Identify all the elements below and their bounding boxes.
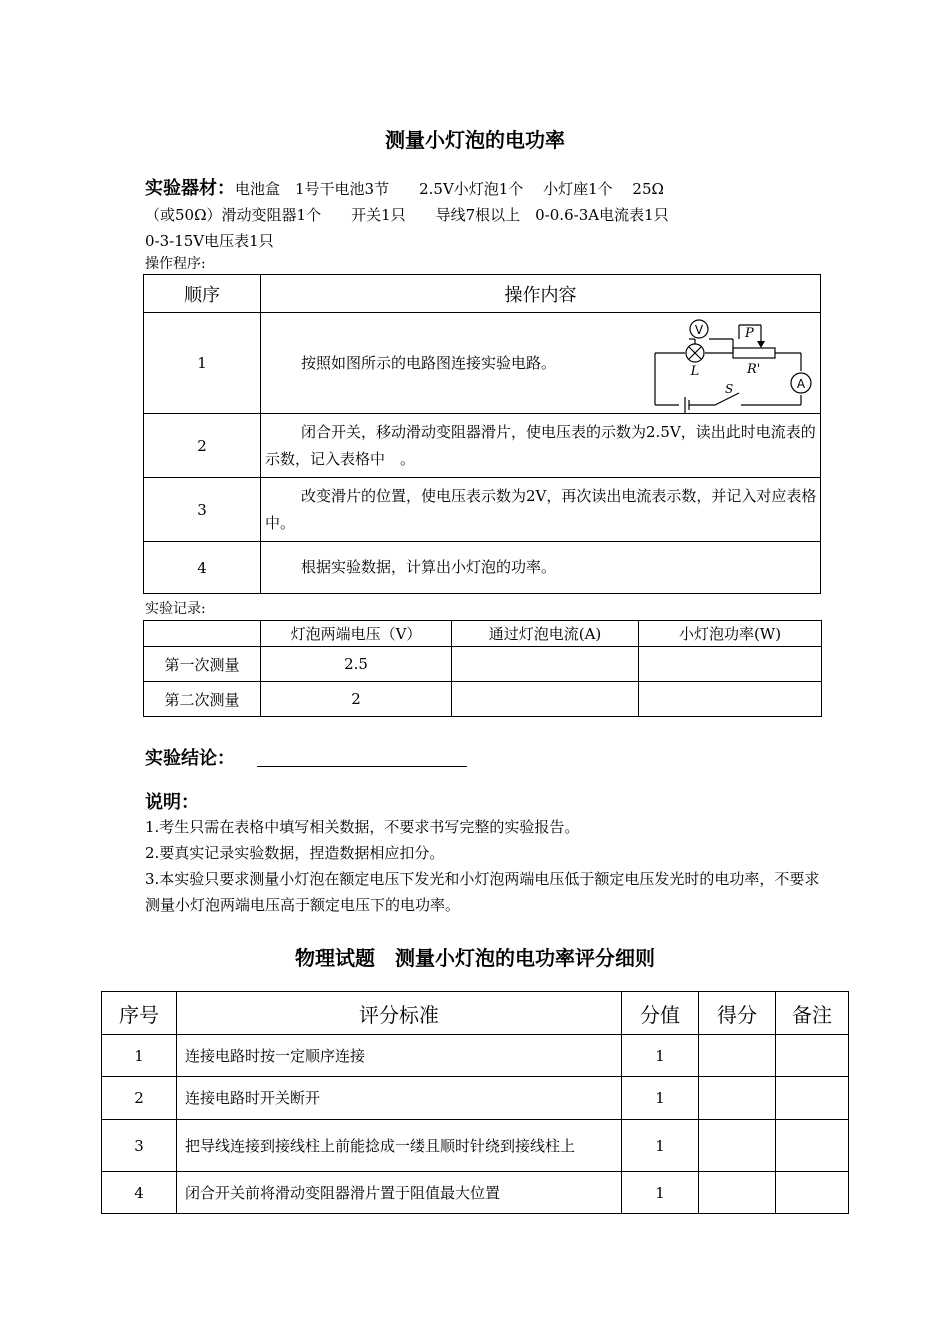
scoring-points: 1 [622, 1120, 699, 1172]
circuit-diagram [653, 315, 813, 413]
switch-label: S [725, 382, 734, 396]
scoring-remark-input[interactable] [776, 1035, 849, 1077]
scoring-header-num: 序号 [102, 992, 177, 1035]
conclusion-blank-line[interactable] [257, 766, 467, 767]
procedure-header-content: 操作内容 [261, 275, 821, 313]
scoring-header-remark: 备注 [776, 992, 849, 1035]
procedure-num: 3 [144, 478, 261, 542]
scoring-criterion: 把导线连接到接线柱上前能捻成一缕且顺时针绕到接线柱上 [177, 1120, 622, 1172]
scoring-num: 4 [102, 1172, 177, 1214]
scoring-criterion: 闭合开关前将滑动变阻器滑片置于阻值最大位置 [177, 1172, 622, 1214]
scoring-criterion: 连接电路时按一定顺序连接 [177, 1035, 622, 1077]
procedure-num: 4 [144, 542, 261, 594]
table-row [144, 682, 822, 717]
equipment-line-1: 电池盒 1号干电池3节 2.5V小灯泡1个 小灯座1个 25Ω [235, 180, 664, 198]
scoring-num: 1 [102, 1035, 177, 1077]
procedure-text: 闭合开关，移动滑动变阻器滑片，使电压表的示数为2.5V，读出此时电流表的示数，记入表格中 。 [261, 414, 821, 478]
procedure-header-order: 顺序 [144, 275, 261, 313]
record-header-power: 小灯泡功率(W) [639, 621, 822, 647]
procedure-text: 改变滑片的位置，使电压表示数为2V，再次读出电流表示数，并记入对应表格中。 [261, 478, 821, 542]
scoring-num: 2 [102, 1077, 177, 1120]
scoring-header-criterion: 评分标准 [177, 992, 622, 1035]
record-power-input[interactable] [639, 682, 822, 717]
record-current-input[interactable] [452, 682, 639, 717]
scoring-points: 1 [622, 1077, 699, 1120]
notes [145, 792, 825, 918]
scoring-table [101, 991, 849, 1214]
equipment-label: 实验器材： [145, 178, 235, 199]
note-item: 2.要真实记录实验数据，捏造数据相应扣分。 [145, 844, 445, 862]
scoring-score-input[interactable] [699, 1120, 776, 1172]
scoring-num: 3 [102, 1120, 177, 1172]
procedure-table [143, 274, 821, 594]
scoring-remark-input[interactable] [776, 1120, 849, 1172]
record-voltage: 2.5 [261, 647, 452, 682]
scoring-score-input[interactable] [699, 1172, 776, 1214]
scoring-points: 1 [622, 1035, 699, 1077]
table-row [144, 414, 821, 478]
scoring-remark-input[interactable] [776, 1172, 849, 1214]
record-current-input[interactable] [452, 647, 639, 682]
note-item: 1.考生只需在表格中填写相关数据，不要求书写完整的实验报告。 [145, 818, 580, 836]
table-row [102, 1035, 849, 1077]
scoring-score-input[interactable] [699, 1077, 776, 1120]
conclusion-label: 实验结论： [145, 748, 235, 769]
procedure-num: 2 [144, 414, 261, 478]
record-voltage: 2 [261, 682, 452, 717]
procedure-text: 根据实验数据，计算出小灯泡的功率。 [261, 542, 821, 594]
table-row [102, 1172, 849, 1214]
table-row [144, 647, 822, 682]
table-row [144, 313, 821, 414]
page-title: 测量小灯泡的电功率 [385, 128, 565, 152]
notes-heading: 说明： [145, 792, 199, 813]
table-row [144, 478, 821, 542]
scoring-header-score: 得分 [699, 992, 776, 1035]
table-row [102, 1120, 849, 1172]
equipment-list [145, 176, 825, 254]
equipment-line-2: （或50Ω）滑动变阻器1个 开关1只 导线7根以上 0-0.6-3A电流表1只 [145, 206, 669, 224]
record-header-blank [144, 621, 261, 647]
scoring-remark-input[interactable] [776, 1077, 849, 1120]
scoring-points: 1 [622, 1172, 699, 1214]
slider-label: P [745, 326, 754, 341]
procedure-label: 操作程序: [145, 256, 206, 272]
table-row [144, 542, 821, 594]
lamp-label: L [690, 364, 700, 379]
scoring-score-input[interactable] [699, 1035, 776, 1077]
table-row [102, 1077, 849, 1120]
record-header-voltage: 灯泡两端电压（V） [261, 621, 452, 647]
record-header-current: 通过灯泡电流(A) [452, 621, 639, 647]
record-row-name: 第一次测量 [144, 647, 261, 682]
procedure-num: 1 [144, 313, 261, 414]
note-item: 3.本实验只要求测量小灯泡在额定电压下发光和小灯泡两端电压低于额定电压发光时的电功率，不要求测量小灯泡两端电压高于额定电压下的电功率。 [145, 870, 820, 914]
scoring-header-points: 分值 [622, 992, 699, 1035]
record-label: 实验记录: [145, 601, 206, 617]
resistor-label: R' [747, 362, 761, 377]
ammeter-symbol: A [796, 377, 806, 391]
scoring-criterion: 连接电路时开关断开 [177, 1077, 622, 1120]
record-power-input[interactable] [639, 647, 822, 682]
record-table [143, 620, 822, 717]
procedure-text: 按照如图所示的电路图连接实验电路。 [301, 353, 557, 372]
equipment-line-3: 0-3-15V电压表1只 [145, 232, 274, 250]
record-row-name: 第二次测量 [144, 682, 261, 717]
scoring-title: 物理试题 测量小灯泡的电功率评分细则 [295, 946, 655, 970]
voltmeter-symbol: V [694, 323, 704, 337]
